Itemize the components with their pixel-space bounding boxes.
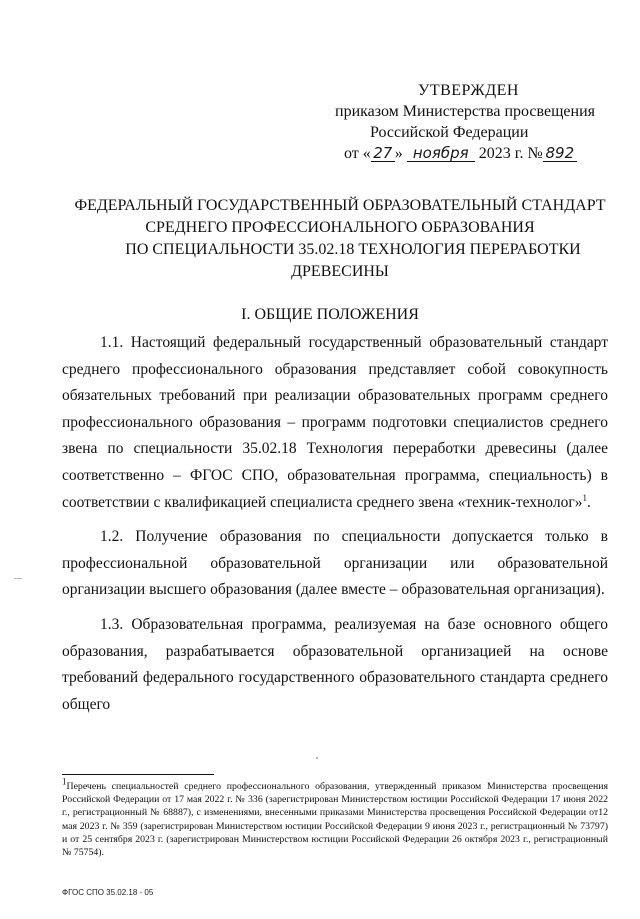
date-year: 2023 г. №: [478, 145, 543, 162]
paragraph-1-1: [62, 330, 608, 516]
paragraph-1-3: 1.3. Образовательная программа, реализуемая на базе основного общего образования, разрабатывается образовательной организацией на основе требований федерального государственного образовательного стандарта среднего общего: [62, 615, 608, 713]
paragraph-1-1-text: 1.1. Настоящий федеральный государственный образовательный стандарт среднего профессионального образования представляет собой совокупность обязательных требований при реализации образовательных программ среднего профессионального образования – программ подготовки специалистов среднего звена по специальности 35.02.18 Технология переработки древесины (далее соответственно – ФГОС СПО, образовательная программа, специальность) в соответствии с квалификацией специалиста среднего звена «техник-технолог»: [62, 334, 608, 511]
standard-title: [60, 195, 620, 283]
footnote-marker: 1: [62, 776, 67, 787]
handwritten-order-number: 892: [543, 146, 577, 162]
approval-block: [330, 80, 600, 164]
body-text: [62, 330, 608, 718]
approval-date-line: [330, 143, 600, 164]
date-mid: »: [394, 145, 403, 162]
standard-title-line-4: ДРЕВЕСИНЫ: [291, 263, 389, 280]
approval-order-line: приказом Министерства просвещения: [335, 103, 595, 120]
footnote: [62, 776, 608, 859]
footnote-divider: [62, 774, 214, 775]
handwritten-month: ноября: [407, 146, 475, 162]
footer-document-code: ФГОС СПО 35.02.18 - 05: [62, 888, 154, 897]
standard-title-line-1: ФЕДЕРАЛЬНЫЙ ГОСУДАРСТВЕННЫЙ ОБРАЗОВАТЕЛЬНЫЙ СТАНДАРТ: [74, 197, 606, 214]
standard-title-line-3: ПО СПЕЦИАЛЬНОСТИ 35.02.18 ТЕХНОЛОГИЯ ПЕРЕРАБОТКИ: [125, 241, 581, 258]
paragraph-1-2: 1.2. Получение образования по специальности допускается только в профессиональной образовательной организации или образовательной организации высшего образования (далее вместе – образовательная организация).: [62, 528, 608, 599]
scan-artifact: [14, 578, 22, 579]
approval-federation-line: Российской Федерации: [370, 124, 529, 141]
footnote-text: Перечень специальностей среднего профессионального образования, утвержденный приказом Министерства просвещения Российской Федерации от 17 мая 2022 г. № 336 (зарегистрирован Министерством юстиции Российской Федерации 17 июня 2022 г., регистрационный № 68887), с изменениями, внесенными приказами Министерства просвещения Российской Федерации от12 мая 2023 г. № 359 (зарегистрирован Министерством юстиции Российской Федерации 9 июня 2023 г., регистрационный № 73797) и от 25 сентября 2023 г. (зарегистрирован Министерством юстиции Российской Федерации 26 октября 2023 г., регистрационный № 75754).: [62, 781, 608, 859]
standard-title-line-2: СРЕДНЕГО ПРОФЕССИОНАЛЬНОГО ОБРАЗОВАНИЯ: [145, 219, 535, 236]
paragraph-1-1-end: .: [586, 493, 591, 511]
date-prefix: от «: [344, 145, 371, 162]
footnote-reference[interactable]: 1: [582, 492, 587, 503]
section-heading: I. ОБЩИЕ ПОЛОЖЕНИЯ: [241, 306, 419, 323]
scan-artifact: [316, 757, 318, 759]
approval-title: УТВЕРЖДЕН: [418, 82, 519, 99]
handwritten-day: 27: [371, 146, 395, 162]
